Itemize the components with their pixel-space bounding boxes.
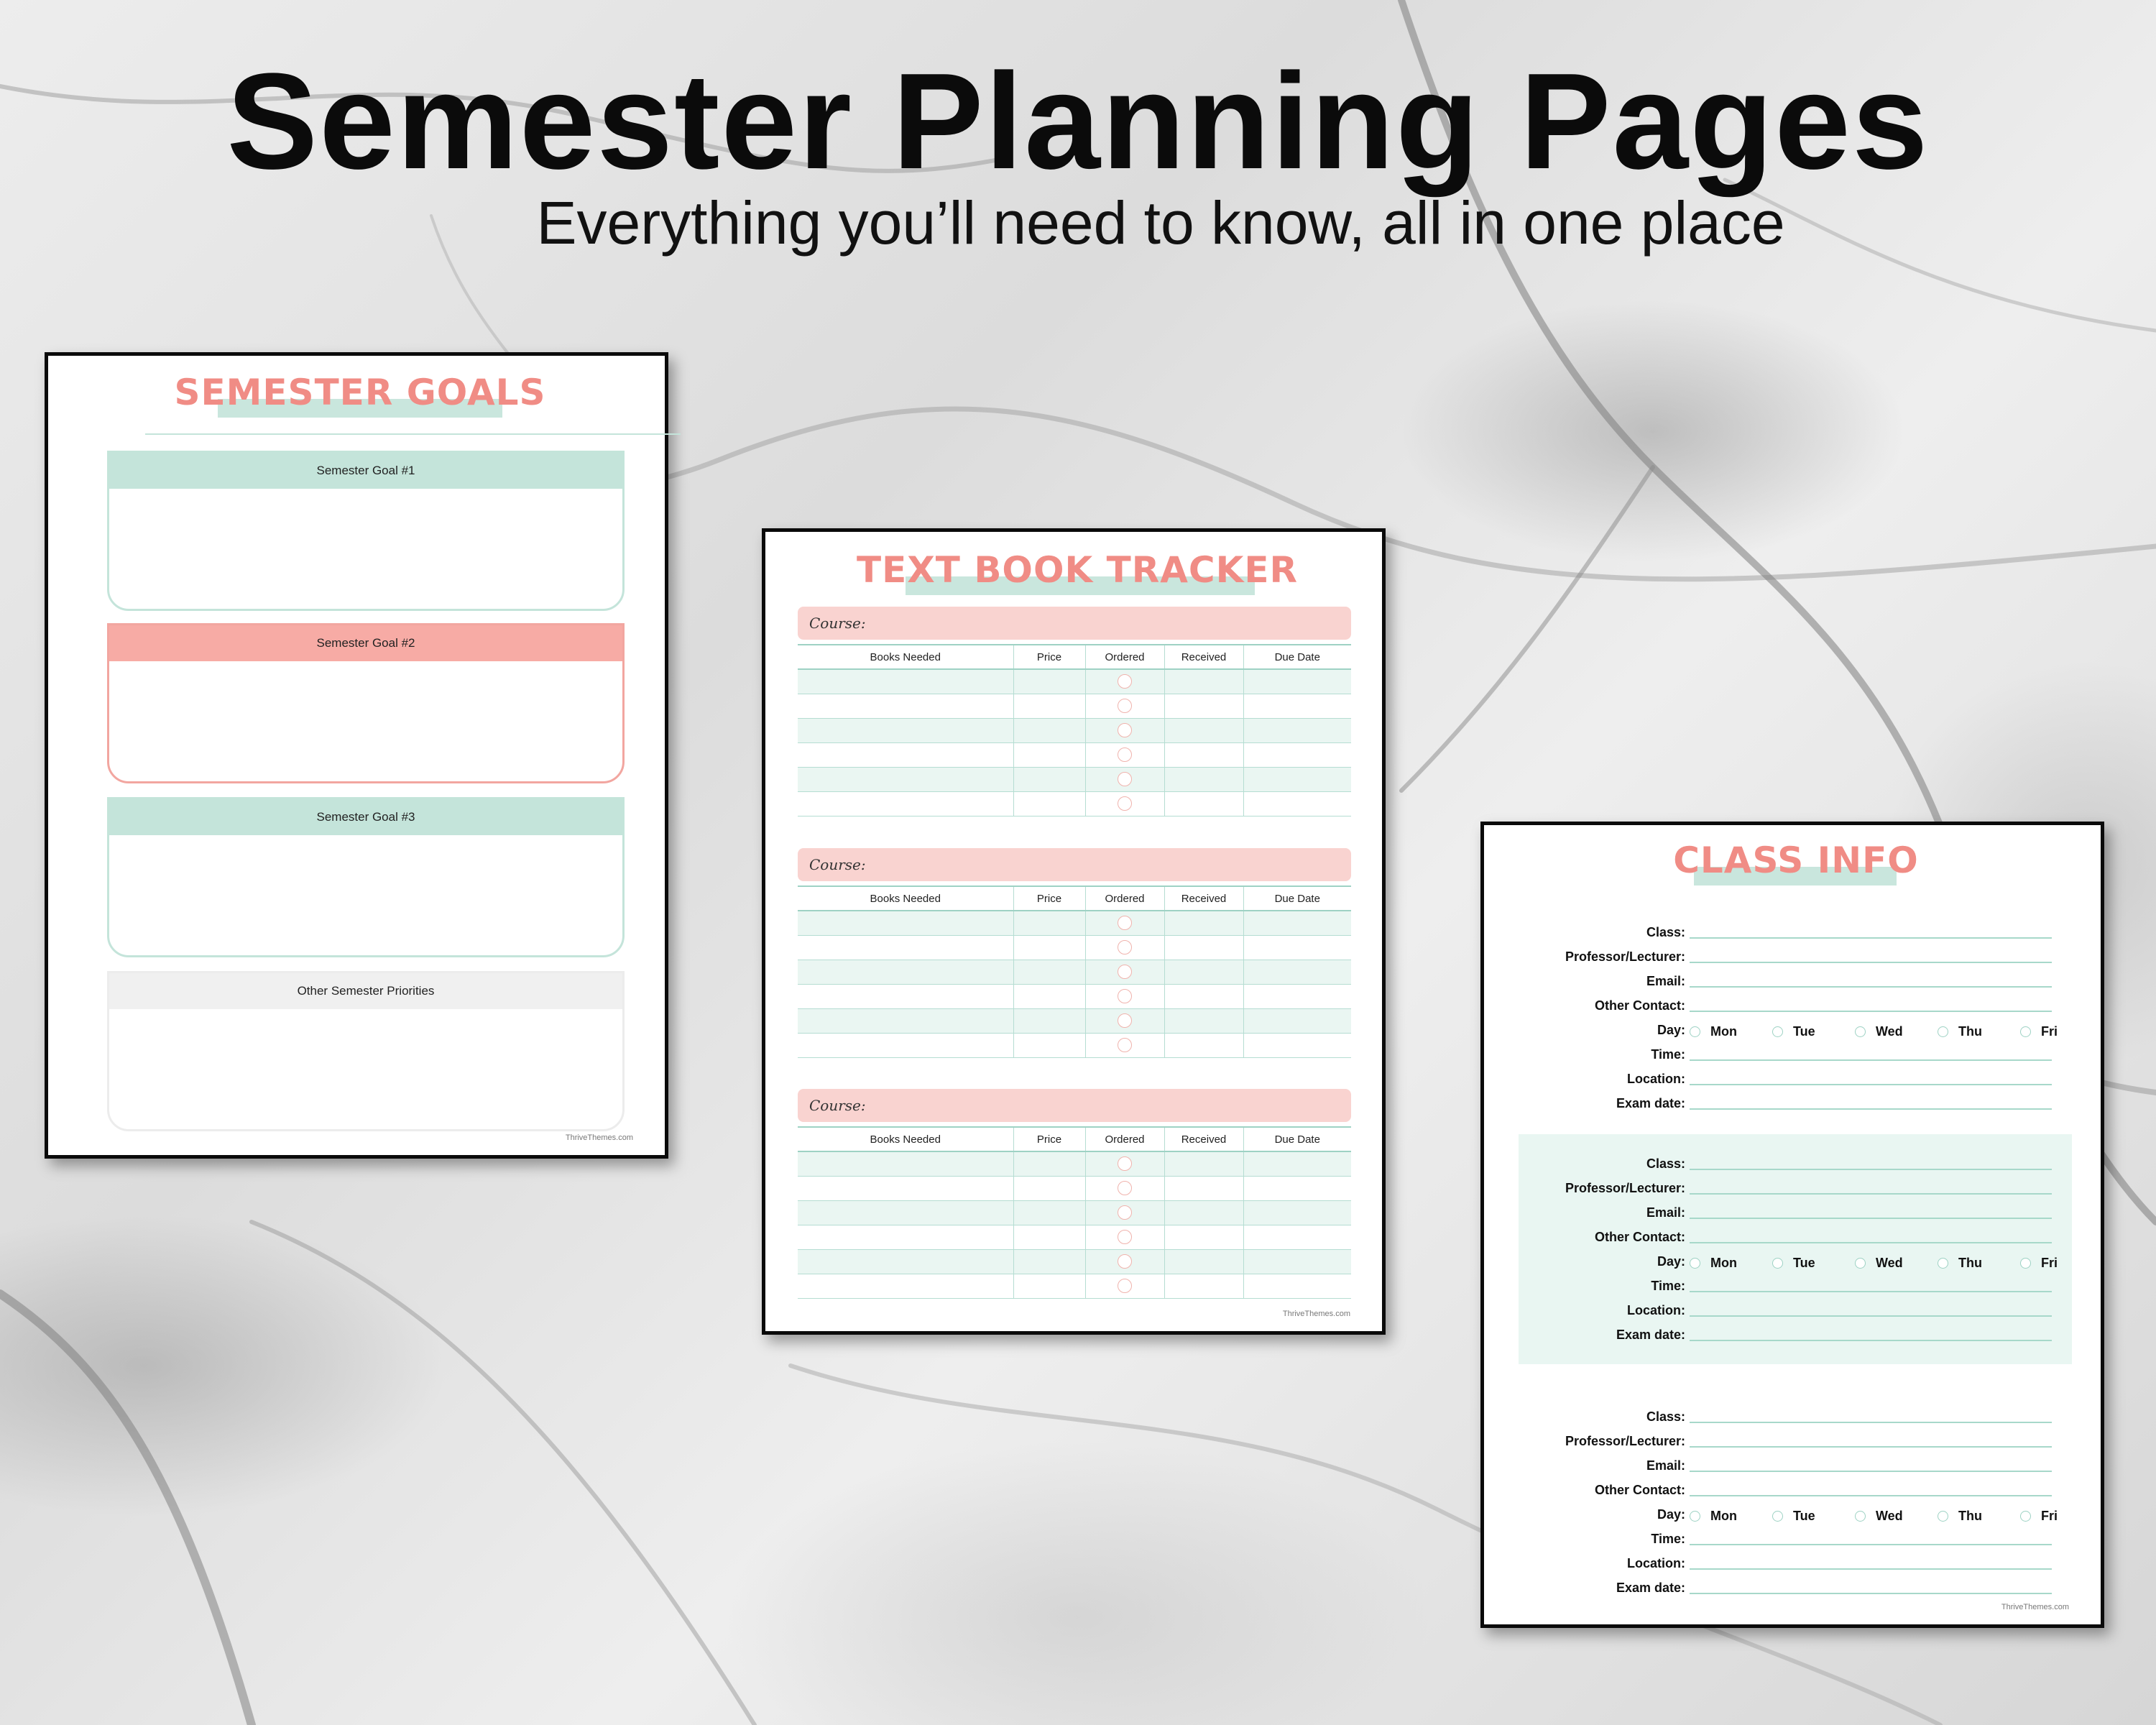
info-label: Time: bbox=[1651, 1279, 1685, 1293]
course-label: Course: bbox=[809, 615, 866, 632]
table-row bbox=[798, 791, 1351, 816]
day-option[interactable] bbox=[1938, 1509, 2020, 1524]
info-label: Location: bbox=[1627, 1556, 1685, 1570]
info-label: Exam date: bbox=[1616, 1581, 1685, 1595]
class-info-block bbox=[1520, 919, 2073, 1114]
table-cell[interactable] bbox=[1243, 1008, 1351, 1033]
ordered-checkbox[interactable] bbox=[1118, 796, 1132, 811]
course-bar[interactable] bbox=[798, 607, 1351, 640]
day-radio[interactable] bbox=[1690, 1026, 1700, 1037]
info-input-line[interactable] bbox=[1690, 1340, 2052, 1341]
day-options bbox=[1690, 1024, 2103, 1039]
table-cell[interactable] bbox=[798, 718, 1013, 742]
table-cell[interactable] bbox=[798, 911, 1013, 935]
table-cell[interactable] bbox=[1243, 694, 1351, 718]
ordered-checkbox[interactable] bbox=[1118, 940, 1132, 954]
page-title: Semester Planning Pages bbox=[226, 45, 1930, 198]
day-label: Thu bbox=[1958, 1256, 1982, 1270]
info-input-line[interactable] bbox=[1690, 1315, 2052, 1317]
info-row-day bbox=[1520, 1248, 2073, 1272]
goal-box-heading: Semester Goal #2 bbox=[109, 625, 622, 661]
table-row bbox=[798, 767, 1351, 791]
table-cell[interactable] bbox=[798, 1151, 1013, 1176]
table-cell[interactable] bbox=[1243, 1176, 1351, 1200]
table-cell[interactable] bbox=[798, 984, 1013, 1008]
info-row-exam bbox=[1520, 1090, 2073, 1114]
table-cell[interactable] bbox=[1085, 767, 1164, 791]
day-option[interactable] bbox=[1855, 1256, 1938, 1271]
table-cell[interactable] bbox=[1013, 669, 1085, 694]
day-label: Wed bbox=[1876, 1509, 1903, 1523]
course-label: Course: bbox=[809, 856, 866, 873]
page-subtitle: Everything you’ll need to know, all in one place bbox=[536, 189, 1785, 257]
table-row bbox=[798, 935, 1351, 960]
table-cell[interactable] bbox=[1013, 960, 1085, 984]
column-header: Books Needed bbox=[798, 1127, 1013, 1151]
ordered-checkbox[interactable] bbox=[1118, 1013, 1132, 1028]
info-label: Location: bbox=[1627, 1303, 1685, 1317]
table-cell[interactable] bbox=[1164, 1274, 1243, 1298]
info-input-line[interactable] bbox=[1690, 986, 2052, 988]
table-cell[interactable] bbox=[798, 1033, 1013, 1057]
info-row-professor bbox=[1520, 1174, 2073, 1199]
day-label: Wed bbox=[1876, 1024, 1903, 1039]
sheet-title: SEMESTER GOALS bbox=[174, 372, 546, 413]
table-row bbox=[798, 718, 1351, 742]
table-cell[interactable] bbox=[798, 1176, 1013, 1200]
info-label: Exam date: bbox=[1616, 1328, 1685, 1342]
column-header: Books Needed bbox=[798, 886, 1013, 911]
info-label: Professor/Lecturer: bbox=[1565, 949, 1685, 964]
info-row-day bbox=[1520, 1016, 2073, 1041]
table-cell[interactable] bbox=[1085, 1151, 1164, 1176]
table-cell[interactable] bbox=[1243, 1151, 1351, 1176]
day-radio[interactable] bbox=[1938, 1026, 1948, 1037]
table-cell[interactable] bbox=[1013, 1176, 1085, 1200]
table-cell[interactable] bbox=[1085, 742, 1164, 767]
day-label: Tue bbox=[1793, 1256, 1815, 1270]
table-cell[interactable] bbox=[1243, 767, 1351, 791]
column-header: Ordered bbox=[1085, 886, 1164, 911]
table-cell[interactable] bbox=[1243, 1033, 1351, 1057]
table-row bbox=[798, 742, 1351, 767]
day-radio[interactable] bbox=[1772, 1258, 1783, 1269]
ordered-checkbox[interactable] bbox=[1118, 1181, 1132, 1195]
footer-brand: ThriveThemes.com bbox=[2001, 1603, 2069, 1611]
day-option[interactable] bbox=[1938, 1024, 2020, 1039]
info-input-line[interactable] bbox=[1690, 1422, 2052, 1423]
day-option[interactable] bbox=[1938, 1256, 2020, 1271]
day-option[interactable] bbox=[1690, 1024, 1772, 1039]
info-label: Exam date: bbox=[1616, 1096, 1685, 1110]
day-label: Fri bbox=[2041, 1024, 2058, 1039]
table-cell[interactable] bbox=[1164, 669, 1243, 694]
day-option[interactable] bbox=[2020, 1509, 2103, 1524]
table-cell[interactable] bbox=[1013, 718, 1085, 742]
column-header: Ordered bbox=[1085, 645, 1164, 669]
table-row bbox=[798, 984, 1351, 1008]
day-label: Wed bbox=[1876, 1256, 1903, 1270]
ordered-checkbox[interactable] bbox=[1118, 1038, 1132, 1052]
table-cell[interactable] bbox=[1013, 935, 1085, 960]
info-label: Location: bbox=[1627, 1072, 1685, 1086]
table-cell[interactable] bbox=[1164, 1200, 1243, 1225]
class-info-sheet bbox=[1480, 822, 2104, 1628]
table-cell[interactable] bbox=[1243, 1249, 1351, 1274]
info-input-line[interactable] bbox=[1690, 1193, 2052, 1195]
table-cell[interactable] bbox=[1013, 1008, 1085, 1033]
footer-brand: ThriveThemes.com bbox=[565, 1133, 633, 1142]
table-cell[interactable] bbox=[798, 935, 1013, 960]
table-cell[interactable] bbox=[1243, 742, 1351, 767]
info-row-other bbox=[1520, 1223, 2073, 1248]
info-row-professor bbox=[1520, 1427, 2073, 1452]
info-input-line[interactable] bbox=[1690, 1011, 2052, 1012]
table-row bbox=[798, 1033, 1351, 1057]
day-radio[interactable] bbox=[1772, 1511, 1783, 1522]
day-label: Tue bbox=[1793, 1509, 1815, 1523]
table-cell[interactable] bbox=[1243, 984, 1351, 1008]
ordered-checkbox[interactable] bbox=[1118, 965, 1132, 979]
column-header: Books Needed bbox=[798, 645, 1013, 669]
goal-box-2[interactable] bbox=[107, 623, 625, 783]
table-cell[interactable] bbox=[1164, 718, 1243, 742]
ordered-checkbox[interactable] bbox=[1118, 1254, 1132, 1269]
info-label: Other Contact: bbox=[1595, 1483, 1685, 1497]
other-priorities-box[interactable] bbox=[107, 971, 625, 1131]
table-cell[interactable] bbox=[798, 1200, 1013, 1225]
day-option[interactable] bbox=[1690, 1509, 1772, 1524]
class-info-block bbox=[1520, 1150, 2073, 1346]
day-option[interactable] bbox=[1690, 1256, 1772, 1271]
info-row-time bbox=[1520, 1525, 2073, 1550]
table-cell[interactable] bbox=[798, 1225, 1013, 1249]
course-label: Course: bbox=[809, 1097, 866, 1114]
day-radio[interactable] bbox=[2020, 1258, 2031, 1269]
table-cell[interactable] bbox=[1164, 1225, 1243, 1249]
table-cell[interactable] bbox=[1164, 1033, 1243, 1057]
ordered-checkbox[interactable] bbox=[1118, 1205, 1132, 1220]
table-cell[interactable] bbox=[1164, 1151, 1243, 1176]
ordered-checkbox[interactable] bbox=[1118, 916, 1132, 930]
info-label: Day: bbox=[1657, 1023, 1685, 1037]
table-cell[interactable] bbox=[1243, 669, 1351, 694]
table-cell[interactable] bbox=[1085, 1200, 1164, 1225]
info-label: Class: bbox=[1646, 1409, 1685, 1424]
info-input-line[interactable] bbox=[1690, 1084, 2052, 1085]
table-cell[interactable] bbox=[1085, 1008, 1164, 1033]
semester-goals-sheet bbox=[45, 352, 668, 1159]
footer-brand: ThriveThemes.com bbox=[1282, 1310, 1350, 1318]
column-header: Price bbox=[1013, 886, 1085, 911]
table-cell[interactable] bbox=[1164, 767, 1243, 791]
column-header: Price bbox=[1013, 1127, 1085, 1151]
table-cell[interactable] bbox=[1243, 718, 1351, 742]
day-option[interactable] bbox=[2020, 1256, 2103, 1271]
table-cell[interactable] bbox=[798, 1249, 1013, 1274]
table-row bbox=[798, 1274, 1351, 1298]
day-radio[interactable] bbox=[1855, 1511, 1866, 1522]
table-cell[interactable] bbox=[798, 669, 1013, 694]
goal-box-1[interactable] bbox=[107, 451, 625, 611]
table-cell[interactable] bbox=[798, 791, 1013, 816]
table-cell[interactable] bbox=[1243, 1274, 1351, 1298]
info-row-location bbox=[1520, 1297, 2073, 1321]
info-label: Time: bbox=[1651, 1532, 1685, 1546]
info-label: Other Contact: bbox=[1595, 1230, 1685, 1244]
table-cell[interactable] bbox=[1243, 911, 1351, 935]
goal-box-heading: Semester Goal #3 bbox=[109, 799, 622, 835]
ordered-checkbox[interactable] bbox=[1118, 674, 1132, 689]
day-label: Thu bbox=[1958, 1024, 1982, 1039]
info-input-line[interactable] bbox=[1690, 1471, 2052, 1472]
table-cell[interactable] bbox=[798, 694, 1013, 718]
info-label: Class: bbox=[1646, 925, 1685, 939]
table-cell[interactable] bbox=[1164, 742, 1243, 767]
info-input-line[interactable] bbox=[1690, 937, 2052, 939]
course-bar[interactable] bbox=[798, 1089, 1351, 1122]
column-header: Due Date bbox=[1243, 886, 1351, 911]
goal-box-heading: Other Semester Priorities bbox=[109, 973, 622, 1009]
text-book-tracker-sheet bbox=[762, 528, 1386, 1335]
info-row-location bbox=[1520, 1550, 2073, 1574]
day-option[interactable] bbox=[1772, 1024, 1855, 1039]
ordered-checkbox[interactable] bbox=[1118, 989, 1132, 1003]
table-cell[interactable] bbox=[1085, 1176, 1164, 1200]
table-cell[interactable] bbox=[1085, 984, 1164, 1008]
table-cell[interactable] bbox=[1243, 935, 1351, 960]
book-table bbox=[798, 644, 1351, 816]
table-cell[interactable] bbox=[1085, 1274, 1164, 1298]
class-info-block bbox=[1520, 1403, 2073, 1598]
goal-box-heading: Semester Goal #1 bbox=[109, 453, 622, 489]
day-radio[interactable] bbox=[1772, 1026, 1783, 1037]
table-cell[interactable] bbox=[1164, 694, 1243, 718]
day-label: Tue bbox=[1793, 1024, 1815, 1039]
table-cell[interactable] bbox=[1243, 960, 1351, 984]
day-radio[interactable] bbox=[1690, 1258, 1700, 1269]
table-cell[interactable] bbox=[1013, 694, 1085, 718]
day-label: Fri bbox=[2041, 1256, 2058, 1270]
info-row-other bbox=[1520, 992, 2073, 1016]
table-cell[interactable] bbox=[1085, 935, 1164, 960]
table-row bbox=[798, 1225, 1351, 1249]
day-option[interactable] bbox=[1772, 1509, 1855, 1524]
info-label: Email: bbox=[1646, 1458, 1685, 1473]
info-row-email bbox=[1520, 1452, 2073, 1476]
day-radio[interactable] bbox=[1855, 1026, 1866, 1037]
table-row bbox=[798, 1200, 1351, 1225]
column-header: Due Date bbox=[1243, 645, 1351, 669]
info-input-line[interactable] bbox=[1690, 1242, 2052, 1243]
ordered-checkbox[interactable] bbox=[1118, 723, 1132, 737]
info-label: Professor/Lecturer: bbox=[1565, 1434, 1685, 1448]
column-header: Received bbox=[1164, 886, 1243, 911]
table-cell[interactable] bbox=[1013, 1249, 1085, 1274]
info-label: Class: bbox=[1646, 1156, 1685, 1171]
day-option[interactable] bbox=[1772, 1256, 1855, 1271]
book-table bbox=[798, 1126, 1351, 1299]
info-row-email bbox=[1520, 967, 2073, 992]
ordered-checkbox[interactable] bbox=[1118, 699, 1132, 713]
day-option[interactable] bbox=[1855, 1509, 1938, 1524]
info-input-line[interactable] bbox=[1690, 1544, 2052, 1545]
table-row bbox=[798, 669, 1351, 694]
info-row-exam bbox=[1520, 1321, 2073, 1346]
table-row bbox=[798, 694, 1351, 718]
day-radio[interactable] bbox=[1855, 1258, 1866, 1269]
table-cell[interactable] bbox=[1085, 791, 1164, 816]
table-cell[interactable] bbox=[1085, 1033, 1164, 1057]
table-cell[interactable] bbox=[1085, 1249, 1164, 1274]
table-cell[interactable] bbox=[1013, 911, 1085, 935]
table-cell[interactable] bbox=[1013, 1200, 1085, 1225]
table-row bbox=[798, 1151, 1351, 1176]
info-row-time bbox=[1520, 1041, 2073, 1065]
table-cell[interactable] bbox=[1085, 911, 1164, 935]
info-row-class bbox=[1520, 919, 2073, 943]
title-divider bbox=[145, 433, 681, 435]
column-header: Ordered bbox=[1085, 1127, 1164, 1151]
info-label: Email: bbox=[1646, 1205, 1685, 1220]
table-row bbox=[798, 1249, 1351, 1274]
info-input-line[interactable] bbox=[1690, 1169, 2052, 1170]
info-label: Time: bbox=[1651, 1047, 1685, 1062]
day-label: Fri bbox=[2041, 1509, 2058, 1523]
day-radio[interactable] bbox=[2020, 1026, 2031, 1037]
table-cell[interactable] bbox=[1164, 1249, 1243, 1274]
ordered-checkbox[interactable] bbox=[1118, 1279, 1132, 1293]
table-cell[interactable] bbox=[1085, 960, 1164, 984]
info-input-line[interactable] bbox=[1690, 1495, 2052, 1496]
info-input-line[interactable] bbox=[1690, 1108, 2052, 1110]
goal-box-3[interactable] bbox=[107, 797, 625, 957]
column-header: Received bbox=[1164, 645, 1243, 669]
table-cell[interactable] bbox=[1164, 984, 1243, 1008]
table-cell[interactable] bbox=[798, 767, 1013, 791]
info-row-class bbox=[1520, 1403, 2073, 1427]
info-row-email bbox=[1520, 1199, 2073, 1223]
info-label: Email: bbox=[1646, 974, 1685, 988]
ordered-checkbox[interactable] bbox=[1118, 1230, 1132, 1244]
table-cell[interactable] bbox=[1164, 960, 1243, 984]
table-cell[interactable] bbox=[1164, 1176, 1243, 1200]
course-bar[interactable] bbox=[798, 848, 1351, 881]
info-row-exam bbox=[1520, 1574, 2073, 1598]
info-input-line[interactable] bbox=[1690, 1059, 2052, 1061]
day-radio[interactable] bbox=[1938, 1511, 1948, 1522]
table-cell[interactable] bbox=[1085, 718, 1164, 742]
info-row-class bbox=[1520, 1150, 2073, 1174]
day-label: Mon bbox=[1710, 1024, 1737, 1039]
table-cell[interactable] bbox=[1085, 669, 1164, 694]
table-cell[interactable] bbox=[1243, 1200, 1351, 1225]
table-cell[interactable] bbox=[1013, 742, 1085, 767]
day-radio[interactable] bbox=[1690, 1511, 1700, 1522]
table-cell[interactable] bbox=[1164, 1008, 1243, 1033]
info-label: Day: bbox=[1657, 1507, 1685, 1522]
table-cell[interactable] bbox=[1013, 1274, 1085, 1298]
info-label: Day: bbox=[1657, 1254, 1685, 1269]
info-label: Other Contact: bbox=[1595, 998, 1685, 1013]
table-cell[interactable] bbox=[1243, 1225, 1351, 1249]
day-options bbox=[1690, 1509, 2103, 1524]
table-cell[interactable] bbox=[1013, 767, 1085, 791]
day-label: Mon bbox=[1710, 1256, 1737, 1270]
info-row-professor bbox=[1520, 943, 2073, 967]
table-cell[interactable] bbox=[798, 960, 1013, 984]
table-cell[interactable] bbox=[798, 1274, 1013, 1298]
day-radio[interactable] bbox=[1938, 1258, 1948, 1269]
day-option[interactable] bbox=[2020, 1024, 2103, 1039]
sheet-title: CLASS INFO bbox=[1673, 840, 1919, 881]
day-label: Mon bbox=[1710, 1509, 1737, 1523]
table-cell[interactable] bbox=[1013, 1225, 1085, 1249]
table-cell[interactable] bbox=[1013, 1033, 1085, 1057]
ordered-checkbox[interactable] bbox=[1118, 1156, 1132, 1171]
table-cell[interactable] bbox=[1013, 1151, 1085, 1176]
info-input-line[interactable] bbox=[1690, 1446, 2052, 1448]
info-input-line[interactable] bbox=[1690, 1291, 2052, 1292]
sheet-title: TEXT BOOK TRACKER bbox=[857, 549, 1298, 591]
ordered-checkbox[interactable] bbox=[1118, 748, 1132, 762]
day-label: Thu bbox=[1958, 1509, 1982, 1523]
table-row bbox=[798, 1008, 1351, 1033]
info-input-line[interactable] bbox=[1690, 1593, 2052, 1594]
column-header: Received bbox=[1164, 1127, 1243, 1151]
table-cell[interactable] bbox=[1164, 911, 1243, 935]
info-input-line[interactable] bbox=[1690, 962, 2052, 963]
info-row-other bbox=[1520, 1476, 2073, 1501]
table-cell[interactable] bbox=[1085, 1225, 1164, 1249]
table-cell[interactable] bbox=[798, 1008, 1013, 1033]
table-cell[interactable] bbox=[1164, 935, 1243, 960]
column-header: Due Date bbox=[1243, 1127, 1351, 1151]
table-cell[interactable] bbox=[1013, 984, 1085, 1008]
info-row-time bbox=[1520, 1272, 2073, 1297]
info-row-day bbox=[1520, 1501, 2073, 1525]
day-radio[interactable] bbox=[2020, 1511, 2031, 1522]
info-input-line[interactable] bbox=[1690, 1568, 2052, 1570]
book-table bbox=[798, 886, 1351, 1058]
info-row-location bbox=[1520, 1065, 2073, 1090]
day-options bbox=[1690, 1256, 2103, 1271]
table-row bbox=[798, 1176, 1351, 1200]
column-header: Price bbox=[1013, 645, 1085, 669]
info-label: Professor/Lecturer: bbox=[1565, 1181, 1685, 1195]
table-cell[interactable] bbox=[1243, 791, 1351, 816]
table-cell[interactable] bbox=[798, 742, 1013, 767]
table-row bbox=[798, 960, 1351, 984]
table-cell[interactable] bbox=[1085, 694, 1164, 718]
ordered-checkbox[interactable] bbox=[1118, 772, 1132, 786]
info-input-line[interactable] bbox=[1690, 1218, 2052, 1219]
table-row bbox=[798, 911, 1351, 935]
table-cell[interactable] bbox=[1164, 791, 1243, 816]
day-option[interactable] bbox=[1855, 1024, 1938, 1039]
table-cell[interactable] bbox=[1013, 791, 1085, 816]
